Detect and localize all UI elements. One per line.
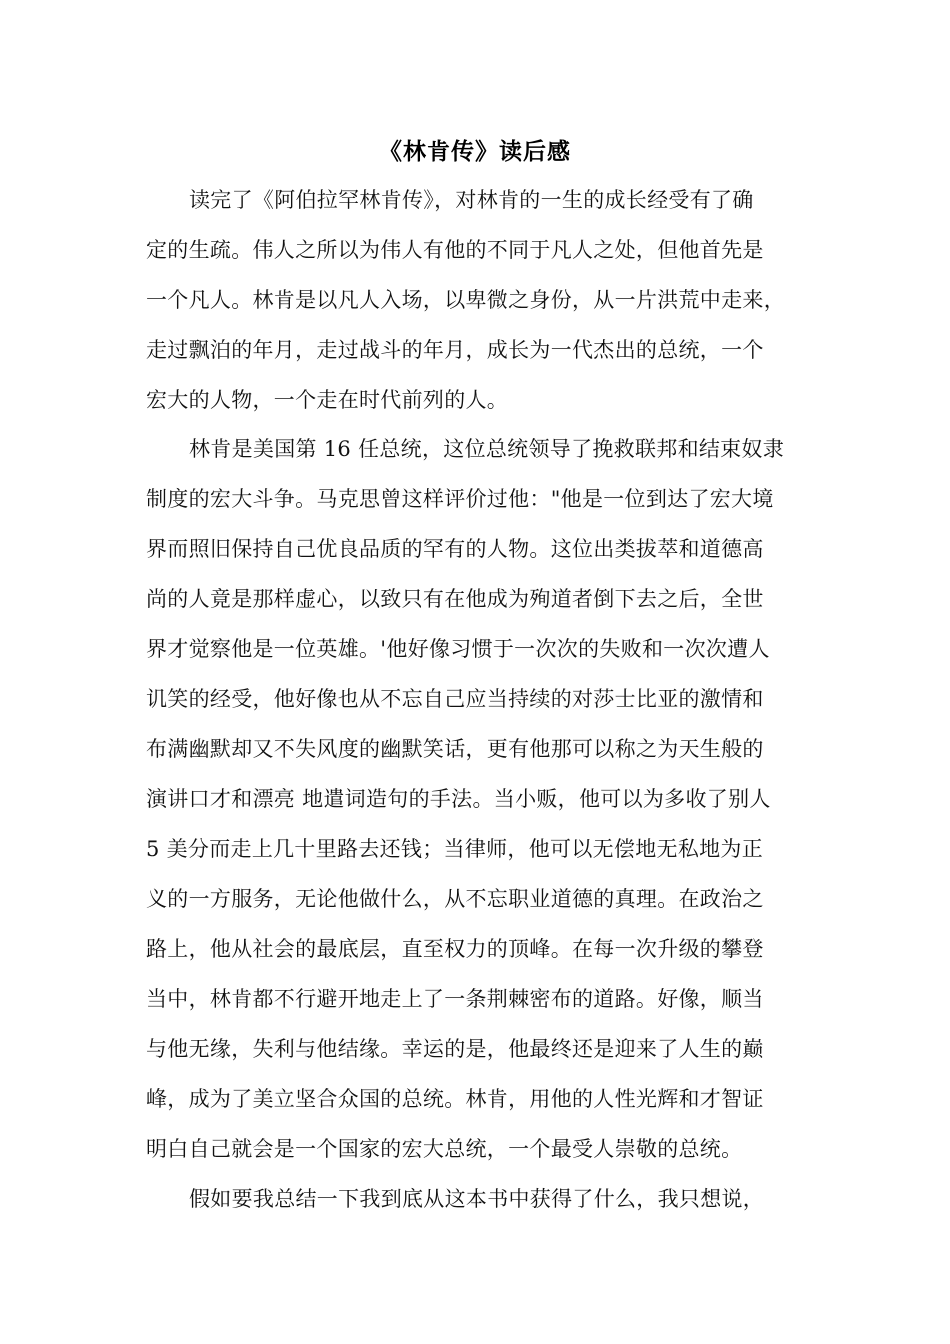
paragraph-2-line-15: 明白自己就会是一个国家的宏大总统，一个最受人崇敬的总统。 bbox=[146, 1137, 743, 1161]
paragraph-2-line-11: 路上，他从社会的最底层，直至权力的顶峰。在每一次升级的攀登 bbox=[146, 937, 764, 961]
paragraph-1-line-3: 一个凡人。林肯是以凡人入场，以卑微之身份，从一片洪荒中走来， bbox=[146, 288, 785, 312]
paragraph-2-line-8: 演讲口才和漂亮 地遣词造句的手法。当小贩，他可以为多收了别人 bbox=[146, 787, 771, 811]
paragraph-1-line-4: 走过飘泊的年月，走过战斗的年月，成长为一代杰出的总统，一个 bbox=[146, 338, 764, 362]
paragraph-2-line-9: 5 美分而走上几十里路去还钱；当律师，他可以无偿地无私地为正 bbox=[146, 837, 764, 861]
paragraph-2-line-7: 布满幽默却又不失风度的幽默笑话，更有他那可以称之为天生般的 bbox=[146, 737, 764, 761]
document-title: 《林肯传》读后感 bbox=[379, 138, 571, 165]
paragraph-2-line-6: 讥笑的经受，他好像也从不忘自己应当持续的对莎士比亚的激情和 bbox=[146, 687, 764, 711]
paragraph-2-line-1: 林肯是美国第 16 任总统，这位总统领导了挽救联邦和结束奴隶 bbox=[189, 437, 785, 461]
paragraph-2-line-10: 义的一方服务，无论他做什么，从不忘职业道德的真理。在政治之 bbox=[146, 887, 764, 911]
paragraph-2-line-5: 界才觉察他是一位英雄。'他好像习惯于一次次的失败和一次次遭人 bbox=[146, 637, 770, 661]
paragraph-2-line-14: 峰，成为了美立坚合众国的总统。林肯，用他的人性光辉和才智证 bbox=[146, 1087, 764, 1111]
paragraph-2-line-4: 尚的人竟是那样虚心，以致只有在他成为殉道者倒下去之后，全世 bbox=[146, 587, 764, 611]
paragraph-2-line-13: 与他无缘，失利与他结缘。幸运的是，他最终还是迎来了人生的巅 bbox=[146, 1037, 764, 1061]
paragraph-3-line-1: 假如要我总结一下我到底从这本书中获得了什么，我只想说， bbox=[189, 1187, 765, 1211]
paragraph-2-line-2: 制度的宏大斗争。马克思曾这样评价过他："他是一位到达了宏大境 bbox=[146, 487, 774, 511]
paragraph-1-line-5: 宏大的人物，一个走在时代前列的人。 bbox=[146, 388, 509, 412]
paragraph-2-line-3: 界而照旧保持自己优良品质的罕有的人物。这位出类拔萃和道德高 bbox=[146, 537, 764, 561]
paragraph-2-line-12: 当中，林肯都不行避开地走上了一条荆棘密布的道路。好像，顺当 bbox=[146, 987, 764, 1011]
paragraph-1-line-1: 读完了《阿伯拉罕林肯传》，对林肯的一生的成长经受有了确 bbox=[189, 188, 754, 212]
paragraph-1-line-2: 定的生疏。伟人之所以为伟人有他的不同于凡人之处，但他首先是 bbox=[146, 238, 764, 262]
